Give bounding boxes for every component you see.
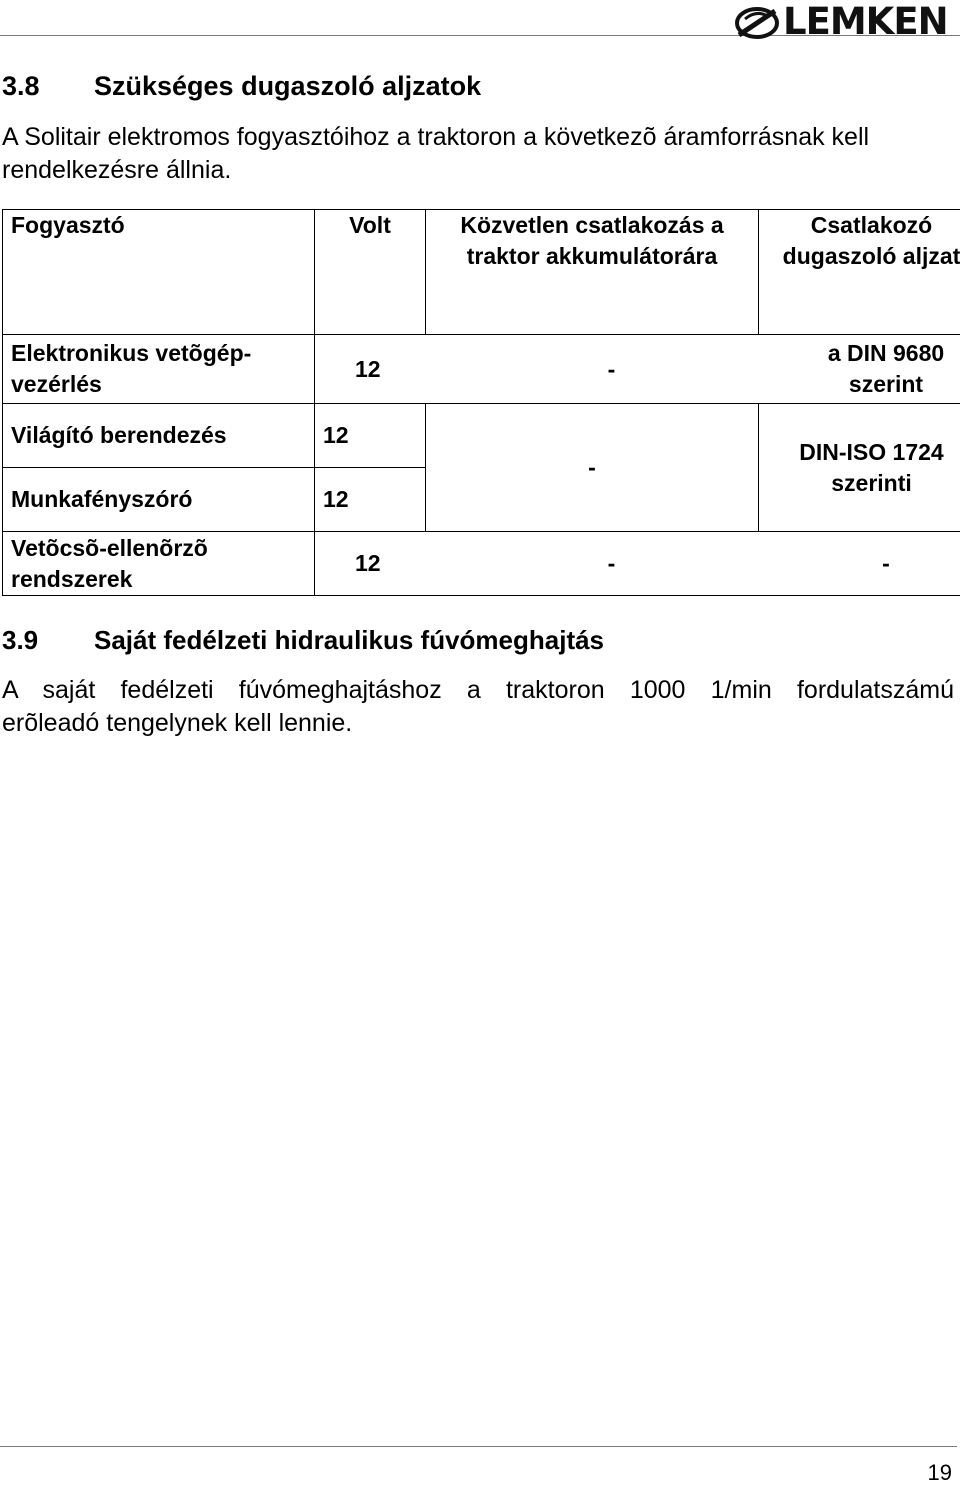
section-heading-3-9: [2, 624, 604, 656]
header-consumer: Fogyasztó: [3, 210, 315, 335]
socket-value: a DIN 9680 szerint: [788, 338, 960, 400]
direct-value: -: [435, 354, 788, 385]
direct-value: -: [426, 404, 759, 532]
header-volt: Volt: [315, 210, 426, 335]
direct-value: -: [435, 548, 788, 579]
volt-value: 12: [315, 548, 435, 579]
header-direct-connection: Közvetlen csatlakozás a traktor akkumulátorára: [426, 210, 759, 335]
consumer-cell: Elektronikus vetõgép-vezérlés: [3, 335, 315, 404]
socket-value: -: [788, 548, 960, 579]
consumer-cell: Vetõcsõ-ellenõrzõ rendszerek: [3, 532, 315, 596]
consumer-cell: Világító berendezés: [3, 404, 315, 468]
blower-paragraph: [2, 674, 954, 740]
logo-wordmark: LEMKEN: [783, 2, 948, 42]
volt-value: 12: [315, 354, 435, 385]
paragraph-line: A saját fedélzeti fúvómeghajtáshoz a traktoron 1000 1/min fordulatszámú: [2, 674, 954, 707]
volt-value: 12: [315, 404, 426, 468]
merged-values-cell: [315, 335, 960, 404]
section-heading-3-8: [2, 70, 481, 102]
table-header-row: [3, 210, 960, 335]
section-title: Szükséges dugaszoló aljzatok: [94, 71, 481, 101]
intro-paragraph: A Solitair elektromos fogyasztóihoz a traktoron a következõ áramforrásnak kell rendelkezésre állnia.: [2, 121, 954, 187]
socket-requirements-table: [2, 209, 960, 596]
section-number: 3.9: [2, 624, 94, 656]
section-number: 3.8: [2, 70, 94, 102]
footer-rule: [0, 1446, 957, 1447]
consumer-cell: Munkafényszóró: [3, 468, 315, 532]
volt-value: 12: [315, 468, 426, 532]
merged-values-cell: [315, 532, 960, 596]
table-row: [3, 335, 960, 404]
section-title: Saját fedélzeti hidraulikus fúvómeghajtás: [94, 625, 604, 655]
table-row: [3, 532, 960, 596]
page-number: 19: [928, 1460, 952, 1486]
table-row: [3, 404, 960, 468]
paragraph-line: erõleadó tengelynek kell lennie.: [2, 709, 352, 737]
lemken-logo: [735, 2, 957, 44]
header-socket: Csatlakozó dugaszoló aljzat: [759, 210, 960, 335]
lemken-emblem-icon: [735, 5, 781, 41]
socket-value: DIN-ISO 1724 szerinti: [759, 404, 960, 532]
